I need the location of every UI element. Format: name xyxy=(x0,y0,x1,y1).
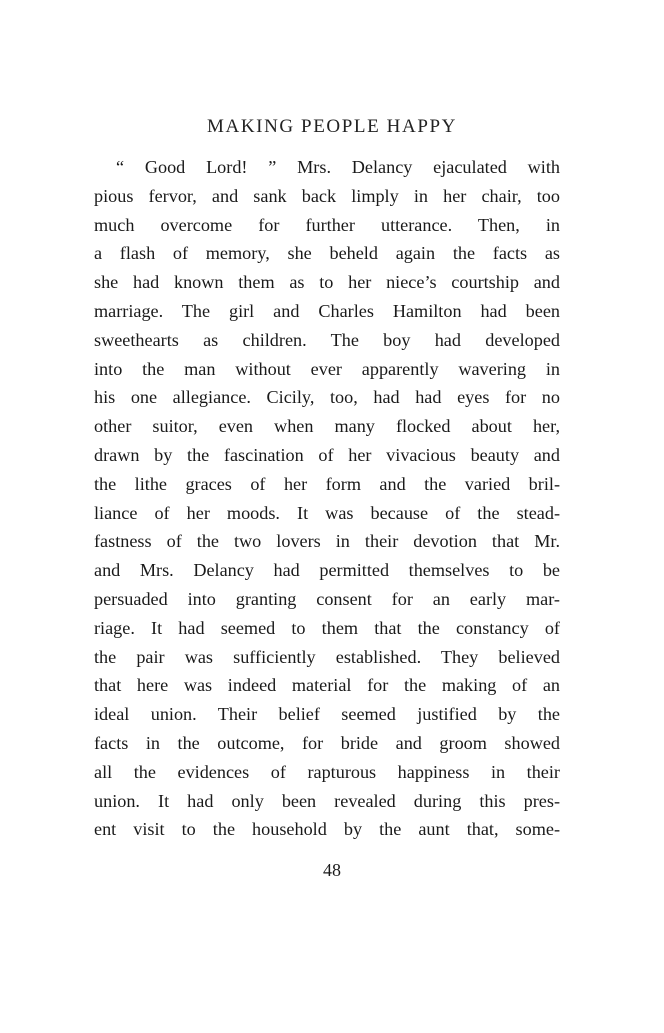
text-line: the lithe graces of her form and the varied bril- xyxy=(94,473,560,494)
text-line: liance of her moods. It was because of the stead- xyxy=(94,502,560,523)
text-line: the pair was sufficiently established. They believed xyxy=(94,646,560,667)
text-line: a flash of memory, she beheld again the facts as xyxy=(94,243,560,264)
text-line: drawn by the fascination of her vivacious beauty and xyxy=(94,444,560,465)
text-line: persuaded into granting consent for an early mar- xyxy=(94,588,560,609)
text-line: sweethearts as children. The boy had developed xyxy=(94,329,560,350)
text-line: his one allegiance. Cicily, too, had had eyes for no xyxy=(94,387,560,408)
text-line: fastness of the two lovers in their devotion that Mr. xyxy=(94,531,560,552)
text-line: other suitor, even when many flocked about her, xyxy=(94,416,560,437)
running-head: MAKING PEOPLE HAPPY xyxy=(207,116,457,137)
text-line: she had known them as to her niece’s courtship and xyxy=(94,272,560,293)
text-line: “ Good Lord! ” Mrs. Delancy ejaculated with xyxy=(116,157,560,177)
text-line: pious fervor, and sank back limply in her chair, too xyxy=(94,185,560,206)
body-text xyxy=(94,153,560,844)
text-line: ideal union. Their belief seemed justified by the xyxy=(94,704,560,725)
text-line: ent visit to the household by the aunt that, some- xyxy=(94,819,560,840)
text-line: into the man without ever apparently wavering in xyxy=(94,358,560,379)
text-line: that here was indeed material for the making of an xyxy=(94,675,560,696)
text-line: riage. It had seemed to them that the constancy of xyxy=(94,617,560,638)
text-line: facts in the outcome, for bride and groom showed xyxy=(94,732,560,753)
text-line: and Mrs. Delancy had permitted themselves to be xyxy=(94,560,560,581)
text-line: marriage. The girl and Charles Hamilton had been xyxy=(94,300,560,321)
text-line: all the evidences of rapturous happiness in their xyxy=(94,761,560,782)
text-line: union. It had only been revealed during this pres- xyxy=(94,790,560,811)
page-number: 48 xyxy=(323,860,341,880)
text-line: much overcome for further utterance. Then, in xyxy=(94,214,560,235)
